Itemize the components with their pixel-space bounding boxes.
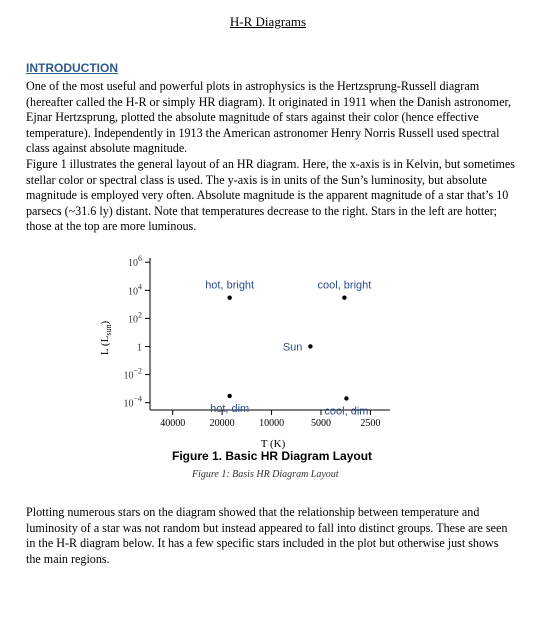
star-point (227, 394, 231, 398)
y-axis-label (99, 321, 113, 356)
points-layer (205, 280, 371, 418)
closing-paragraph (26, 505, 516, 567)
x-tick-label: 20000 (209, 418, 235, 429)
intro-paragraph: Figure 1 illustrates the general layout of an HR diagram. Here, the x-axis is in Kelvin, but sometimes stellar color or spectral class is used. The y-axis is in units of the Sun’s luminosity, but absolute magnitude is employed very often. Absolute magnitude is the apparent magnitude of a star that’s 10 parsecs (~31.6 ly) distant. Note that temperatures decrease to the right. Stars in the left are hotter; those at the top are more luminous. (26, 156, 516, 234)
y-axis-label-main: L (L (99, 335, 111, 356)
star-point-label: cool, dim (324, 405, 369, 418)
star-point-label: Sun (282, 341, 303, 354)
x-tick-label: 10000 (259, 418, 285, 429)
y-tick-label: $10^{-4}$ (123, 394, 142, 410)
star-point (308, 344, 312, 348)
y-tick-label: $10^2$ (128, 310, 142, 326)
x-tick-label: 40000 (160, 418, 186, 429)
y-axis-label-sub: sun (104, 324, 113, 336)
star-point-label: cool, bright (317, 279, 372, 292)
star-point-label: hot, bright (205, 279, 255, 292)
x-tick-label: 2500 (360, 418, 381, 429)
star-point (344, 396, 348, 400)
y-tick-label: $10^4$ (128, 282, 142, 298)
closing-text: Plotting numerous stars on the diagram showed that the relationship between temperature and luminosity of a star was not random but instead appeared to fall into distinct groups. These are seen in the H-R diagram below. It has a few specific stars included in the plot but otherwise just shows the main regions. (26, 505, 508, 566)
star-point-label: hot, dim (210, 402, 250, 415)
document-title: H-R Diagrams (229, 14, 307, 29)
section-heading: INTRODUCTION (26, 61, 118, 75)
hr-diagram-svg (90, 250, 490, 450)
x-axis-label: T (K) (260, 438, 286, 450)
intro-paragraph: One of the most useful and powerful plots in astrophysics is the Hertzsprung-Russell diagram (hereafter called the H-R or simply HR diagram). It originated in 1911 when the Danish astronomer, Ejnar Hertzsprung, plotted the absolute magnitude of stars against their color (hence effective temperature). Independently in 1913 the American astronomer Henry Norris Russell used spectral class against absolute magnitude. (26, 79, 512, 156)
y-axis-label-close: ) (99, 320, 111, 325)
y-tick-label: $10^{-2}$ (123, 366, 142, 382)
x-tick-label: 5000 (310, 418, 331, 429)
hr-diagram-chart (90, 250, 490, 450)
intro-text (26, 79, 516, 235)
star-point (227, 295, 231, 299)
figure-caption-italic: Figure 1: Basis HR Diagram Layout (192, 469, 339, 480)
star-point (342, 295, 346, 299)
figure-caption: Figure 1. Basic HR Diagram Layout (172, 449, 373, 463)
y-tick-label: 1 (137, 342, 142, 354)
y-tick-label: $10^6$ (128, 254, 142, 270)
